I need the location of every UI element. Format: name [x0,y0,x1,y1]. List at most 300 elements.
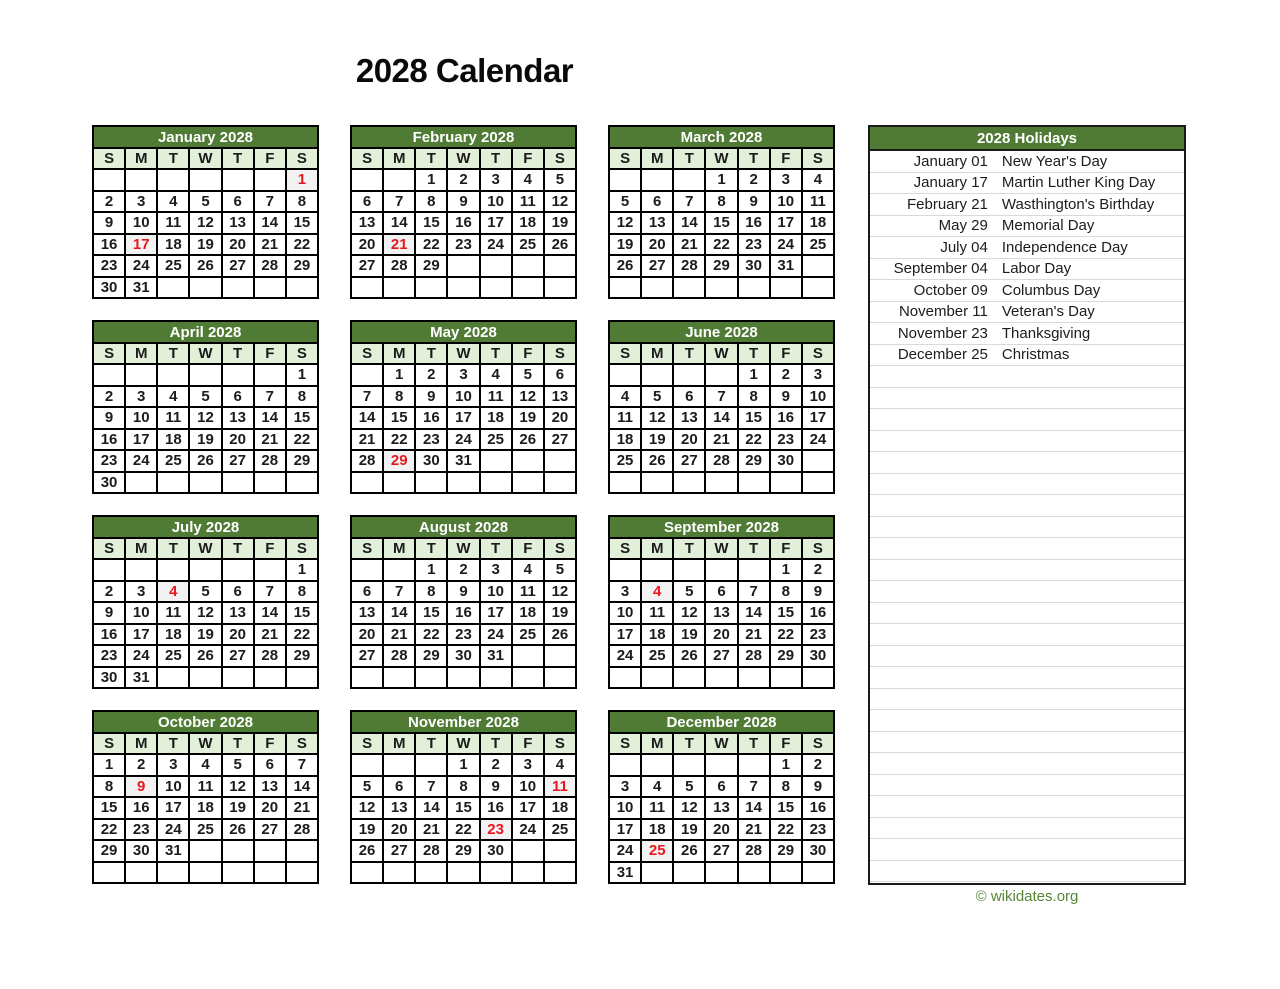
day-cell: 23 [94,256,124,276]
day-cell: 15 [287,213,317,233]
day-cell: 2 [448,560,478,580]
holiday-row [870,194,1184,216]
day-cell: 13 [642,213,672,233]
day-cell: 23 [803,625,833,645]
month-header: May 2028 [352,322,575,342]
day-cell: 28 [352,451,382,471]
day-cell: 18 [610,430,640,450]
month-header: January 2028 [94,127,317,147]
day-cell: 11 [158,408,188,428]
empty-day-cell [706,755,736,775]
empty-day-cell [352,365,382,385]
day-cell: 25 [190,820,220,840]
day-cell: 27 [674,451,704,471]
holiday-name: Thanksgiving [1001,324,1091,342]
holiday-empty-row [870,517,1184,539]
day-cell: 26 [642,451,672,471]
day-cell: 14 [352,408,382,428]
day-of-week-header: W [706,149,736,168]
day-cell: 31 [126,668,156,688]
day-cell: 13 [255,777,285,797]
empty-day-cell [416,668,446,688]
month-table-october [92,710,319,884]
day-cell: 14 [255,213,285,233]
day-cell: 30 [771,451,801,471]
day-of-week-header: S [803,344,833,363]
day-cell: 9 [416,387,446,407]
empty-day-cell [352,278,382,298]
day-cell: 19 [674,820,704,840]
day-cell: 28 [674,256,704,276]
day-cell: 8 [416,192,446,212]
holiday-name: Labor Day [1001,260,1072,278]
empty-day-cell [739,278,769,298]
day-cell: 19 [190,625,220,645]
empty-day-cell [416,755,446,775]
empty-day-cell [448,668,478,688]
day-cell: 15 [739,408,769,428]
day-cell: 24 [481,235,511,255]
empty-day-cell [706,668,736,688]
day-cell: 21 [352,430,382,450]
day-cell: 4 [610,387,640,407]
empty-day-cell [771,863,801,883]
holiday-date: November 11 [898,303,988,321]
day-cell: 27 [352,256,382,276]
day-of-week-header: S [610,344,640,363]
day-cell: 10 [610,798,640,818]
day-cell: 20 [642,235,672,255]
empty-day-cell [352,863,382,883]
day-cell: 11 [513,192,543,212]
day-cell: 12 [223,777,253,797]
day-cell: 17 [481,213,511,233]
day-cell: 8 [771,582,801,602]
empty-day-cell [642,473,672,493]
day-cell: 6 [352,192,382,212]
month-table-november [350,710,577,884]
empty-day-cell [513,863,543,883]
day-cell: 11 [610,408,640,428]
month-header: November 2028 [352,712,575,732]
day-cell: 7 [706,387,736,407]
day-cell: 31 [448,451,478,471]
empty-day-cell [448,278,478,298]
day-cell: 31 [771,256,801,276]
month-table-august [350,515,577,689]
day-of-week-header: S [803,734,833,753]
empty-day-cell [384,560,414,580]
day-cell: 28 [384,646,414,666]
day-of-week-header: W [190,344,220,363]
day-of-week-header: T [481,734,511,753]
empty-day-cell [513,841,543,861]
day-cell: 16 [94,625,124,645]
day-cell: 28 [255,646,285,666]
empty-day-cell [706,278,736,298]
day-of-week-header: M [126,734,156,753]
empty-day-cell [158,170,188,190]
day-cell: 17 [610,820,640,840]
empty-day-cell [255,560,285,580]
empty-day-cell [126,560,156,580]
day-cell: 31 [610,863,640,883]
empty-day-cell [384,170,414,190]
day-cell: 26 [674,841,704,861]
empty-day-cell [158,365,188,385]
day-of-week-header: T [674,344,704,363]
day-cell: 5 [545,170,575,190]
day-of-week-header: M [642,734,672,753]
day-of-week-header: S [352,734,382,753]
empty-day-cell [642,278,672,298]
empty-day-cell [706,473,736,493]
day-cell: 12 [674,798,704,818]
day-cell: 27 [642,256,672,276]
empty-day-cell [610,755,640,775]
day-of-week-header: M [384,344,414,363]
day-cell: 13 [706,798,736,818]
empty-day-cell [545,863,575,883]
empty-day-cell [255,170,285,190]
day-cell: 10 [481,582,511,602]
day-cell: 26 [513,430,543,450]
day-cell: 10 [803,387,833,407]
empty-day-cell [223,473,253,493]
day-cell: 18 [190,798,220,818]
empty-day-cell [481,451,511,471]
day-cell: 6 [706,777,736,797]
day-cell: 6 [706,582,736,602]
holiday-empty-row [870,624,1184,646]
day-cell: 19 [352,820,382,840]
day-of-week-header: T [674,149,704,168]
day-cell: 8 [287,192,317,212]
empty-day-cell [674,755,704,775]
day-cell: 25 [513,235,543,255]
holiday-name: New Year's Day [1001,152,1108,170]
empty-day-cell [674,668,704,688]
holidays-panel [868,125,1186,885]
day-cell: 20 [223,625,253,645]
day-cell: 11 [190,777,220,797]
day-cell: 27 [223,451,253,471]
day-cell: 30 [803,646,833,666]
holiday-empty-row [870,646,1184,668]
day-cell: 13 [223,408,253,428]
holiday-date: December 25 [897,346,988,364]
day-cell: 27 [384,841,414,861]
empty-day-cell [223,863,253,883]
day-cell: 16 [448,213,478,233]
day-cell: 29 [416,256,446,276]
day-cell: 13 [223,603,253,623]
month-table-february [350,125,577,299]
day-cell: 9 [94,603,124,623]
day-cell: 15 [287,408,317,428]
day-cell: 8 [287,582,317,602]
empty-day-cell [287,841,317,861]
day-cell: 13 [674,408,704,428]
day-cell: 4 [642,777,672,797]
holiday-empty-row [870,710,1184,732]
day-cell: 16 [803,798,833,818]
day-cell: 20 [706,820,736,840]
empty-day-cell [94,170,124,190]
holiday-empty-row [870,366,1184,388]
day-cell: 27 [223,256,253,276]
day-of-week-header: F [255,539,285,558]
empty-day-cell [706,560,736,580]
holiday-empty-row [870,732,1184,754]
day-cell: 11 [513,582,543,602]
empty-day-cell [94,560,124,580]
day-cell: 3 [610,777,640,797]
day-cell: 13 [223,213,253,233]
day-cell: 7 [255,192,285,212]
day-cell: 3 [481,560,511,580]
page-title: 2028 Calendar [355,52,574,89]
day-cell: 12 [190,603,220,623]
day-cell: 29 [287,451,317,471]
day-cell: 8 [384,387,414,407]
day-of-week-header: S [94,149,124,168]
day-cell: 14 [255,408,285,428]
day-cell: 23 [126,820,156,840]
day-cell: 3 [448,365,478,385]
empty-day-cell [384,668,414,688]
day-cell: 26 [190,451,220,471]
day-cell: 22 [384,430,414,450]
day-cell: 12 [352,798,382,818]
day-cell: 13 [545,387,575,407]
holiday-day-cell: 4 [158,582,188,602]
day-cell: 25 [481,430,511,450]
day-cell: 8 [771,777,801,797]
day-cell: 22 [448,820,478,840]
empty-day-cell [706,365,736,385]
day-of-week-header: T [158,344,188,363]
holiday-row [870,302,1184,324]
day-of-week-header: S [352,539,382,558]
day-cell: 12 [642,408,672,428]
day-cell: 31 [126,278,156,298]
day-cell: 30 [94,278,124,298]
day-of-week-header: M [126,149,156,168]
day-cell: 30 [803,841,833,861]
day-cell: 14 [287,777,317,797]
day-cell: 15 [448,798,478,818]
empty-day-cell [513,646,543,666]
day-cell: 12 [674,603,704,623]
day-of-week-header: M [642,539,672,558]
day-cell: 29 [739,451,769,471]
day-cell: 20 [674,430,704,450]
months-grid [92,125,835,884]
day-cell: 19 [545,213,575,233]
month-header: July 2028 [94,517,317,537]
holiday-date: September 04 [893,260,988,278]
day-cell: 9 [481,777,511,797]
empty-day-cell [545,668,575,688]
empty-day-cell [126,473,156,493]
day-cell: 28 [384,256,414,276]
day-of-week-header: W [706,734,736,753]
day-of-week-header: F [771,344,801,363]
day-cell: 25 [158,256,188,276]
empty-day-cell [126,365,156,385]
day-cell: 24 [158,820,188,840]
day-of-week-header: F [771,149,801,168]
month-table-december [608,710,835,884]
day-of-week-header: T [223,344,253,363]
empty-day-cell [190,278,220,298]
empty-day-cell [513,473,543,493]
day-cell: 1 [287,560,317,580]
day-cell: 11 [803,192,833,212]
day-cell: 3 [513,755,543,775]
day-cell: 24 [513,820,543,840]
day-of-week-header: T [416,344,446,363]
month-table-april [92,320,319,494]
day-cell: 4 [158,387,188,407]
day-cell: 12 [545,582,575,602]
empty-day-cell [255,841,285,861]
day-of-week-header: T [223,734,253,753]
holiday-row [870,259,1184,281]
day-cell: 7 [352,387,382,407]
day-cell: 1 [384,365,414,385]
day-cell: 22 [94,820,124,840]
day-cell: 26 [610,256,640,276]
day-cell: 17 [158,798,188,818]
day-cell: 30 [94,668,124,688]
empty-day-cell [94,863,124,883]
day-of-week-header: T [416,539,446,558]
day-cell: 15 [416,213,446,233]
day-cell: 3 [126,192,156,212]
empty-day-cell [255,278,285,298]
empty-day-cell [416,278,446,298]
holiday-date: July 04 [940,238,988,256]
day-cell: 15 [384,408,414,428]
day-of-week-header: S [287,539,317,558]
empty-day-cell [158,668,188,688]
empty-day-cell [674,560,704,580]
day-cell: 12 [610,213,640,233]
empty-day-cell [481,668,511,688]
day-cell: 21 [706,430,736,450]
day-cell: 23 [416,430,446,450]
day-cell: 30 [448,646,478,666]
day-cell: 14 [384,603,414,623]
day-cell: 16 [481,798,511,818]
holiday-empty-row [870,495,1184,517]
holiday-date: October 09 [913,281,988,299]
day-cell: 15 [771,603,801,623]
day-cell: 29 [448,841,478,861]
day-cell: 1 [771,560,801,580]
empty-day-cell [674,278,704,298]
day-cell: 1 [706,170,736,190]
day-cell: 6 [352,582,382,602]
day-cell: 24 [481,625,511,645]
day-cell: 8 [94,777,124,797]
empty-day-cell [545,841,575,861]
day-of-week-header: T [158,539,188,558]
day-cell: 22 [416,235,446,255]
day-cell: 23 [803,820,833,840]
day-cell: 16 [448,603,478,623]
day-of-week-header: S [545,734,575,753]
day-of-week-header: S [610,734,640,753]
day-cell: 27 [545,430,575,450]
empty-day-cell [771,278,801,298]
day-of-week-header: S [352,149,382,168]
day-cell: 1 [448,755,478,775]
empty-day-cell [739,473,769,493]
day-of-week-header: S [545,344,575,363]
day-cell: 14 [416,798,446,818]
day-of-week-header: T [223,149,253,168]
empty-day-cell [126,170,156,190]
day-cell: 28 [739,841,769,861]
day-cell: 15 [94,798,124,818]
empty-day-cell [610,473,640,493]
day-cell: 22 [416,625,446,645]
holiday-empty-row [870,796,1184,818]
day-cell: 20 [384,820,414,840]
empty-day-cell [610,668,640,688]
holiday-day-cell: 17 [126,235,156,255]
empty-day-cell [481,473,511,493]
empty-day-cell [158,560,188,580]
holiday-empty-row [870,753,1184,775]
holiday-empty-row [870,839,1184,861]
day-cell: 16 [771,408,801,428]
holiday-empty-row [870,689,1184,711]
day-cell: 7 [674,192,704,212]
empty-day-cell [803,668,833,688]
day-of-week-header: T [739,344,769,363]
day-cell: 24 [610,841,640,861]
month-table-july [92,515,319,689]
day-cell: 17 [610,625,640,645]
empty-day-cell [255,365,285,385]
day-of-week-header: T [223,539,253,558]
day-cell: 31 [158,841,188,861]
day-cell: 9 [803,777,833,797]
empty-day-cell [352,755,382,775]
empty-day-cell [190,863,220,883]
empty-day-cell [287,278,317,298]
empty-day-cell [642,170,672,190]
day-cell: 10 [610,603,640,623]
day-of-week-header: W [448,149,478,168]
empty-day-cell [610,560,640,580]
empty-day-cell [803,256,833,276]
holiday-row [870,173,1184,195]
day-cell: 5 [223,755,253,775]
holiday-day-cell: 1 [287,170,317,190]
empty-day-cell [739,863,769,883]
holiday-empty-row [870,538,1184,560]
empty-day-cell [416,473,446,493]
month-table-june [608,320,835,494]
day-cell: 16 [94,430,124,450]
month-header: February 2028 [352,127,575,147]
day-cell: 20 [255,798,285,818]
